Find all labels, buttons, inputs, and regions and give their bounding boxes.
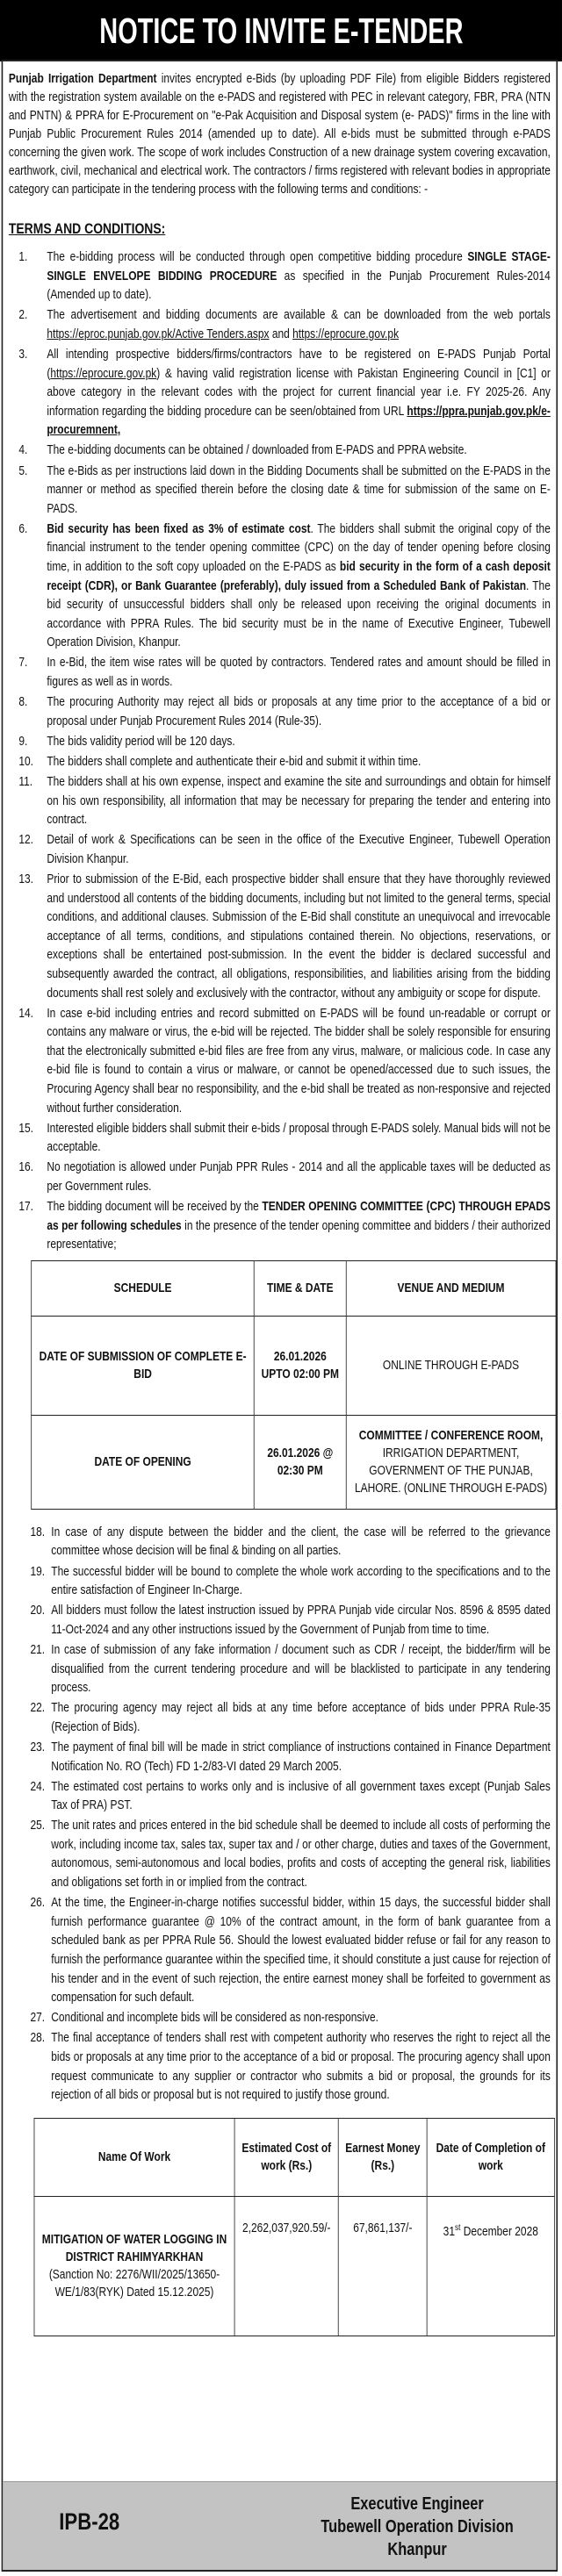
text-segment: TENDER OPENING COMMITTEE (CPC) THROUGH EPADS as per following schedules: [47, 1200, 551, 1233]
text-segment: In case of submission of any fake information / document such as CDR / receipt, the bidder/firm will be disqualified from the current tendering procedure and will be blacklisted to participate in any tendering process.: [51, 1642, 551, 1696]
text-segment: in the presence of the tender opening committee and bidders / their authorized representative;: [47, 1218, 551, 1252]
term-item: [3, 463, 551, 520]
text-segment: Conditional and incomplete bids will be considered as non-responsive.: [51, 2011, 379, 2026]
link[interactable]: https://eprocure.gov.pk: [50, 366, 157, 381]
term-item: [3, 871, 551, 1003]
term-item: [3, 1563, 551, 1601]
venue-cell: [346, 1415, 556, 1509]
term-number: 18.: [30, 1525, 46, 1539]
term-number: 14.: [18, 1006, 33, 1021]
completion-day: 31: [443, 2224, 455, 2239]
term-item: [3, 1699, 551, 1737]
earnest-money-cell: 67,861,137/-: [339, 2196, 428, 2336]
term-number: 13.: [18, 872, 33, 886]
completion-date-cell: [427, 2196, 554, 2336]
estimated-cost-cell: 2,262,037,920.59/-: [234, 2196, 338, 2336]
text-segment: Prior to submission of the E-Bid, each prospective bidder shall ensure that they have thoroughly reviewed and understood all contents of the bidding documents, including but not limited to the general terms, special conditions, and additional clauses. Submission of the E-Bid shall constitute an unequivocal and irrevocable acceptance of all terms, conditions, and stipulations contained therein. No objections, reservations, or exceptions shall be entertained post-submission. In the event the bidder is declared successful and subsequently awarded the contract, all obligations, responsibilities, and liabilities arising from the bidding documents shall rest solely and exclusively with the contractor, without any ambiguity or scope for dispute.: [47, 872, 551, 1001]
text-segment: ) & having valid registration license with Pakistan Engineering Council in [C1] or above category in the relevant codes with the project for current financial year i.e. FY 2025-26. Any information regarding the bidding procedure can be seen/obtained from URL: [47, 366, 551, 419]
work-name: MITIGATION OF WATER LOGGING IN DISTRICT RAHIMYARKHAN: [41, 2232, 227, 2264]
term-number: 19.: [30, 1564, 46, 1579]
term-number: 20.: [30, 1604, 46, 1618]
text-segment: The advertisement and bidding documents are available & can be downloaded from the web portals: [47, 308, 551, 323]
table-row: [32, 1415, 556, 1509]
text-segment: The estimated cost pertains to works only and is inclusive of all government taxes except (Punjab Sales Tax of PRA) PST.: [51, 1779, 551, 1813]
term-number: 12.: [18, 833, 33, 848]
text-segment: SINGLE STAGE-SINGLE ENVELOPE BIDDING PROCEDURE: [47, 250, 551, 283]
schedule-table: [31, 1260, 556, 1510]
text-segment: The unit rates and prices entered in the bid schedule shall be deemed to include all costs of performing the work, including income tax, sales tax, super tax and / or other charge, duties and taxes of the Government, autonomous, semi-autonomous and local bodies, profits and costs of accepting the general risk, liabilities and obligations set forth in or implied from the contract.: [51, 1819, 551, 1891]
text-segment: invites encrypted e-Bids (by uploading PDF File) from eligible Bidders registered with the registration system available on the e-PADS and registered with PEC in relevant category, FBR, PRA (NTN and PNTN) & PPRA for E-Procurement on "e-Pak Acquisition and Disposal system (e- PADS)" firms in the line with Punjab Public Procurement Rules 2014 (amended up to date). All e-bids must be submitted through e-PADS concerning the given work. The scope of work includes Construction of a new drainage system covering excavation, earthwork, civil, mechanical and electrical work. The contractors / firms registered with relevant bodies in appropriate category can participate in the tendering process with the following terms and conditions: -: [8, 72, 551, 197]
table-header-row: [34, 2118, 554, 2196]
term-number: 4.: [18, 443, 28, 458]
term-item: [3, 1005, 551, 1119]
notice-body: [2, 60, 558, 2572]
terms-list: [3, 248, 551, 1255]
term-item: [3, 693, 551, 731]
time-date-cell: 26.01.2026 UPTO 02:00 PM: [255, 1316, 347, 1415]
term-number: 28.: [30, 2031, 46, 2046]
schedule-cell: DATE OF OPENING: [32, 1415, 255, 1509]
term-item: [3, 1817, 551, 1892]
text-segment: The bidders shall complete and authenticate their e-bid and submit it within time.: [47, 754, 422, 769]
text-segment: No negotiation is allowed under Punjab PPR Rules - 2014 and all the applicable taxes will be deducted as per Government rules.: [47, 1160, 551, 1194]
text-segment: Bid security has been fixed as 3% of estimate cost: [47, 521, 311, 536]
term-number: 17.: [18, 1200, 33, 1215]
term-number: 11.: [18, 775, 33, 790]
term-number: 27.: [30, 2011, 46, 2026]
term-item: [3, 2029, 551, 2105]
schedule-cell: DATE OF SUBMISSION OF COMPLETE E-BID: [32, 1316, 255, 1415]
term-item: [3, 1894, 551, 2008]
term-number: 1.: [18, 250, 28, 264]
table-header-row: [32, 1260, 556, 1316]
text-segment: Punjab Irrigation Department: [8, 72, 157, 86]
header-schedule: SCHEDULE: [32, 1260, 255, 1316]
header-completion-date: Date of Completion of work: [427, 2118, 554, 2196]
term-item: [3, 733, 551, 752]
table-row: [32, 1316, 556, 1415]
term-number: 26.: [30, 1896, 46, 1911]
venue-cell: ONLINE THROUGH E-PADS: [346, 1316, 556, 1415]
text-segment: All intending prospective bidders/firms/contractors have to be registered on E-PADS Punjab Portal (: [47, 347, 551, 381]
link[interactable]: https://eprocure.gov.pk: [292, 326, 400, 341]
text-segment: The successful bidder will be bound to complete the whole work according to the specifications and to the entire satisfaction of Engineer In-Charge.: [51, 1564, 551, 1598]
text-segment: The e-bidding documents can be obtained / downloaded from E-PADS and PPRA website.: [47, 443, 467, 458]
term-item: [3, 1524, 551, 1561]
term-item: [3, 1641, 551, 1698]
text-segment: The e-Bids as per instructions laid down in the Bidding Documents shall be submitted on the E-PADS in the manner or method as specified therein before the closing date & time for submission of the same on E-PADS.: [47, 463, 551, 516]
term-number: 2.: [18, 308, 28, 323]
text-segment: Interested eligible bidders shall submit their e-bids / proposal through E-PADS solely. Manual bids will not be acceptable.: [47, 1121, 551, 1155]
term-number: 10.: [18, 754, 33, 769]
term-item: [3, 1120, 551, 1158]
venue-room: COMMITTEE / CONFERENCE ROOM,: [358, 1428, 544, 1443]
work-table: [34, 2118, 555, 2336]
term-number: 3.: [18, 347, 28, 362]
signatory-division: Tubewell Operation Division: [321, 2517, 514, 2537]
term-item: [3, 753, 551, 772]
term-item: [3, 831, 551, 869]
term-item: [3, 1778, 551, 1816]
term-number: 21.: [30, 1642, 46, 1657]
link[interactable]: https://ppra.punjab.gov.pk/e-procuremnent,: [47, 404, 551, 438]
text-segment: The procuring agency may reject all bids at any time before acceptance of bids under PPRA Rule-35 (Rejection of Bids).: [51, 1701, 551, 1734]
term-number: 15.: [18, 1121, 33, 1136]
link[interactable]: https://eproc.punjab.gov.pk/Active Tenders.aspx: [47, 326, 270, 341]
term-item: [3, 1159, 551, 1196]
text-segment: In case of any dispute between the bidder and the client, the case will be referred to the grievance committee whose decision will be final & binding on all parties.: [51, 1525, 551, 1559]
term-item: [3, 306, 551, 344]
advert-code: IPB-28: [59, 2508, 120, 2535]
text-segment: The bidders shall at his own expense, inspect and examine the site and surroundings and obtain for himself on his own responsibility, all information that may be necessary for preparing the tender and entering into contract.: [47, 775, 551, 828]
term-number: 23.: [30, 1740, 46, 1754]
venue-detail: IRRIGATION DEPARTMENT, GOVERNMENT OF THE PUNJAB, LAHORE. (ONLINE THROUGH E-PADS): [354, 1446, 548, 1496]
text-segment: . The bid security of unsuccessful bidders shall only be released upon receiving the original documents in accordance with PPRA Rules. The bid security must be in the name of Executive Engineer, Tubewell Operation Division, Khanpur.: [47, 578, 551, 650]
term-item: [3, 1198, 551, 1255]
text-segment: The final acceptance of tenders shall rest with competent authority who reserves the right to reject all the bids or proposals at any time prior to the acceptance of a bid or proposal. The procuring agency shall upon request communicate to any supplier or contractor who submits a bid or proposal, the grounds for its rejection of all bids or proposal but is not required to justify those ground.: [51, 2031, 551, 2103]
term-item: [3, 520, 551, 653]
term-item: [3, 1739, 551, 1776]
notice-title: NOTICE TO INVITE E-TENDER: [98, 10, 464, 51]
signatory-block: [313, 2493, 522, 2561]
header-time-date: TIME & DATE: [255, 1260, 347, 1316]
text-segment: In case e-bid including entries and record submitted on E-PADS will be found un-readable or corrupt or contains any malware or virus, the e-bid will be rejected. The bidder shall be solely responsible for ensuring that the electronically submitted e-bid files are free from any virus, malware, or malicious code. In case any e-bid file is found to contain a virus or malware, or cannot be opened/accessed due to such issues, the Procuring Agency shall bear no responsibility, and the e-bid shall be treated as non-responsive and rejected without further consideration.: [47, 1006, 551, 1116]
text-segment: At the time, the Engineer-in-charge notifies successful bidder, within 15 days, the successful bidder shall furnish performance guarantee @ 10% of the contract amount, in the form of bank guarantee from a scheduled bank as per PPRA Rule 56. Should the lowest evaluated bidder refuse or fail for any reason to furnish the performance guarantee within the specified time, it should constitute a just cause for rejection of his tender and in the event of such rejection, the entire earnest money shall be forfeited to government as compensation for such default.: [51, 1896, 551, 2006]
text-segment: . The bidders shall submit the original copy of the financial instrument to the tender opening committee (CPC) on the day of tender opening before closing time, in addition to the soft copy uploaded on the E-PADS as: [47, 521, 551, 574]
header-estimated-cost: Estimated Cost of work (Rs.): [234, 2118, 338, 2196]
term-item: [3, 346, 551, 441]
header-name-of-work: Name Of Work: [34, 2118, 234, 2196]
term-number: 7.: [18, 656, 28, 671]
text-segment: The bids validity period will be 120 days.: [47, 734, 235, 749]
terms-heading: TERMS AND CONDITIONS:: [8, 220, 166, 237]
text-segment: The bidding document will be received by the: [47, 1200, 263, 1215]
time-date-cell: 26.01.2026 @ 02:30 PM: [255, 1415, 347, 1509]
term-number: 16.: [18, 1160, 33, 1175]
header-earnest-money: Earnest Money (Rs.): [339, 2118, 428, 2196]
term-number: 25.: [30, 1819, 46, 1833]
text-segment: The procuring Authority may reject all bids or proposals at any time prior to the acceptance of a bid or proposal under Punjab Procurement Rules 2014 (Rule-35).: [47, 695, 551, 728]
text-segment: In e-Bid, the item wise rates will be quoted by contractors. Tendered rates and amount should be filled in figures as well as in words.: [47, 656, 551, 690]
footer: [3, 2481, 556, 2570]
term-item: [3, 441, 551, 461]
term-number: 6.: [18, 521, 28, 536]
header-venue: VENUE AND MEDIUM: [346, 1260, 556, 1316]
term-item: [3, 2009, 551, 2028]
term-number: 22.: [30, 1701, 46, 1716]
text-segment: The payment of final bill will be made in strict compliance of instructions contained in Finance Department Notification No. RO (Tech) FD 1-2/83-VI dated 29 March 2005.: [51, 1740, 551, 1774]
sanction-no: (Sanction No: 2276/WII/2025/13650-WE/1/83(RYK) Dated 15.12.2025): [48, 2267, 220, 2300]
notice-header: [0, 0, 562, 61]
text-segment: All bidders must follow the latest instruction issued by PPRA Punjab vide circular Nos. 8596 & 8595 dated 11-Oct-2024 and any other instructions issued by the Government of Punjab from time to time.: [51, 1604, 551, 1637]
terms-list-continued: [3, 1524, 551, 2106]
completion-suffix: st: [454, 2222, 461, 2233]
term-item: [3, 773, 551, 830]
term-number: 9.: [18, 734, 28, 749]
work-name-cell: [34, 2196, 234, 2336]
text-segment: and: [269, 326, 293, 341]
intro-paragraph: [9, 70, 551, 199]
text-segment: Detail of work & Specifications can be seen in the office of the Executive Engineer, Tubewell Operation Division Khanpur.: [47, 833, 551, 866]
table-row: [34, 2196, 554, 2336]
signatory-location: Khanpur: [387, 2540, 447, 2559]
term-number: 8.: [18, 695, 28, 710]
completion-month-year: December 2028: [460, 2224, 538, 2239]
term-item: [3, 654, 551, 692]
term-number: 5.: [18, 463, 28, 478]
term-number: 24.: [30, 1779, 46, 1794]
term-item: [3, 248, 551, 305]
term-item: [3, 1602, 551, 1640]
text-segment: as specified in the Punjab Procurement Rules-2014 (Amended up to date).: [47, 269, 551, 303]
text-segment: bid security in the form of a cash deposit receipt (CDR), or Bank Guarantee (preferably), duly issued from a Scheduled Bank of Pakistan: [47, 560, 551, 593]
signatory-title: Executive Engineer: [350, 2494, 484, 2514]
text-segment: The e-bidding process will be conducted through open competitive bidding procedure: [47, 250, 468, 264]
